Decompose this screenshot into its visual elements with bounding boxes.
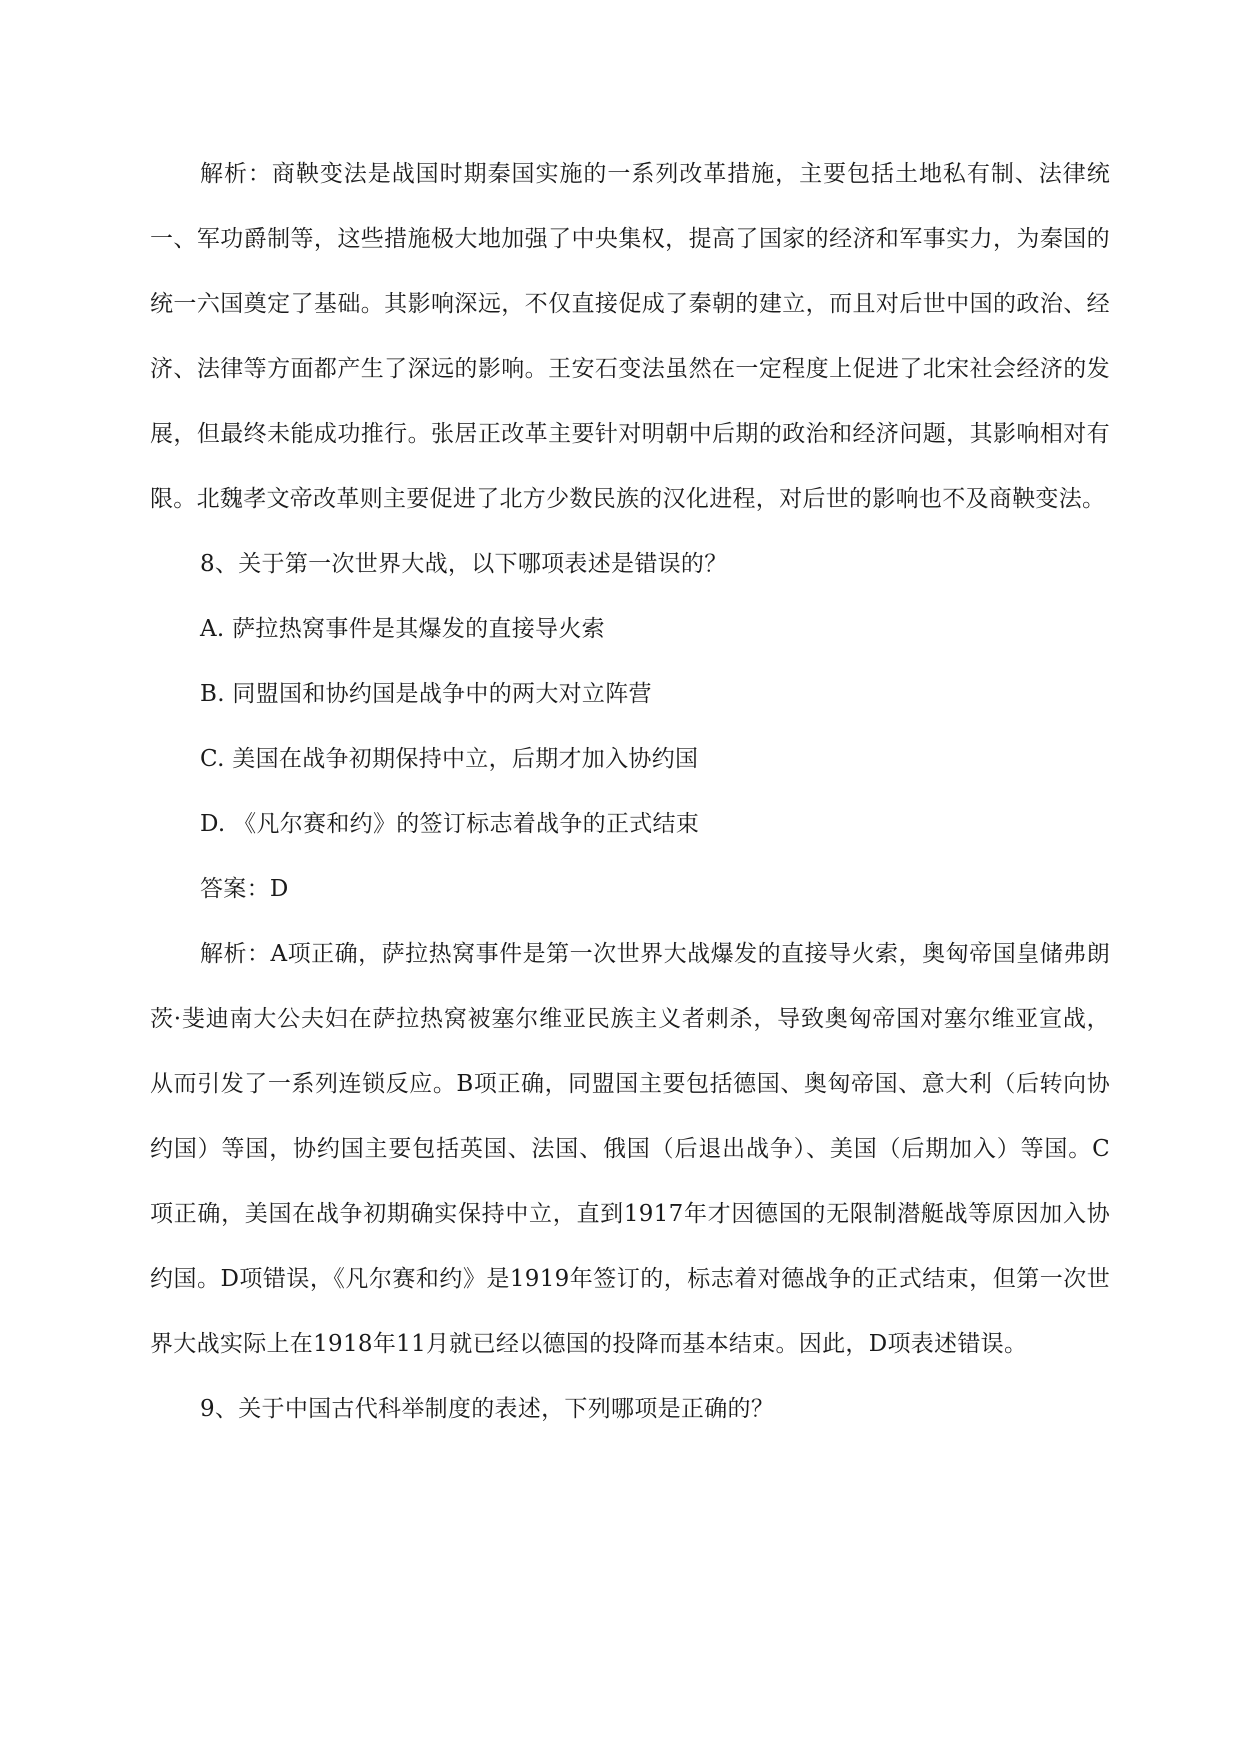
q8-analysis-paragraph: 解析：A项正确，萨拉热窝事件是第一次世界大战爆发的直接导火索，奥匈帝国皇储弗朗茨·斐迪南大公夫妇在萨拉热窝被塞尔维亚民族主义者刺杀，导致奥匈帝国对塞尔维亚宣战，从而引发了一系列连锁反应。B项正确，同盟国主要包括德国、奥匈帝国、意大利（后转向协约国）等国，协约国主要包括英国、法国、俄国（后退出战争）、美国（后期加入）等国。C项正确，美国在战争初期确实保持中立，直到1917年才因德国的无限制潜艇战等原因加入协约国。D项错误，《凡尔赛和约》是1919年签订的，标志着对德战争的正式结束，但第一次世界大战实际上在1918年11月就已经以德国的投降而基本结束。因此，D项表述错误。 [150, 941, 1110, 1357]
q8-option-a: A. 萨拉热窝事件是其爆发的直接导火索 [200, 616, 605, 642]
q8-answer: 答案：D [200, 876, 289, 902]
q8-question: 8、关于第一次世界大战，以下哪项表述是错误的？ [200, 551, 728, 577]
page-content [150, 142, 1110, 1442]
q9-question: 9、关于中国古代科举制度的表述，下列哪项是正确的？ [200, 1396, 775, 1422]
q8-option-c: C. 美国在战争初期保持中立，后期才加入协约国 [200, 746, 699, 772]
q8-option-b: B. 同盟国和协约国是战争中的两大对立阵营 [200, 681, 652, 707]
q7-analysis-paragraph: 解析：商鞅变法是战国时期秦国实施的一系列改革措施，主要包括土地私有制、法律统一、军功爵制等，这些措施极大地加强了中央集权，提高了国家的经济和军事实力，为秦国的统一六国奠定了基础。其影响深远，不仅直接促成了秦朝的建立，而且对后世中国的政治、经济、法律等方面都产生了深远的影响。王安石变法虽然在一定程度上促进了北宋社会经济的发展，但最终未能成功推行。张居正改革主要针对明朝中后期的政治和经济问题，其影响相对有限。北魏孝文帝改革则主要促进了北方少数民族的汉化进程，对后世的影响也不及商鞅变法。 [150, 161, 1110, 512]
q8-option-d: D. 《凡尔赛和约》的签订标志着战争的正式结束 [200, 811, 700, 837]
